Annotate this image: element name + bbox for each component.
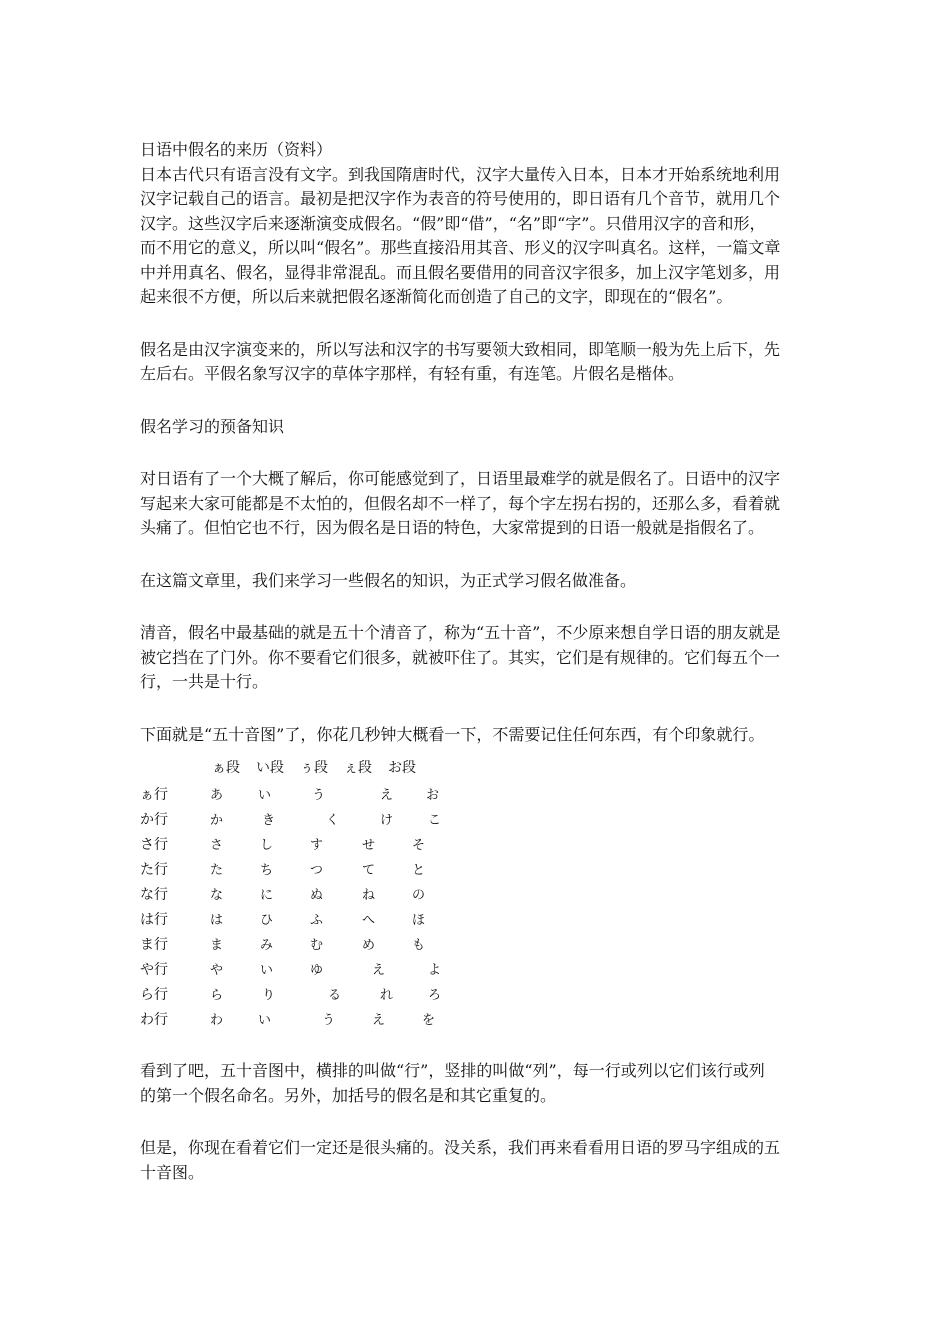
kana-cell: ゆ [310, 963, 324, 978]
text-line: 头痛了。但怕它也不行，因为假名是日语的特色，大家常提到的日语一般就是指假名了。 [140, 518, 765, 537]
kana-cell: み [260, 938, 274, 953]
paragraph-seion [140, 621, 812, 695]
text-line: 汉字记载自己的语言。最初是把汉字作为表音的符号使用的，即日语有几个音节，就用几个 [140, 189, 781, 208]
kana-cell: さ [210, 838, 224, 853]
kana-cell: へ [362, 913, 376, 928]
document-title: 日语中假名的来历（资料） [140, 140, 333, 159]
kana-cell: こ [428, 813, 442, 828]
row-label: さ行 [140, 837, 168, 853]
paragraph-explanation [140, 1059, 812, 1108]
kana-cell: け [380, 813, 394, 828]
kana-cell: は [210, 913, 224, 928]
gojuon-row [140, 809, 560, 834]
kana-cell: そ [412, 838, 426, 853]
kana-cell: す [310, 838, 324, 853]
gojuon-row [140, 934, 560, 959]
kana-cell: も [412, 938, 426, 953]
column-header: い段 [256, 760, 284, 776]
text-line: 的第一个假名命名。另外，加括号的假名是和其它重复的。 [140, 1085, 557, 1105]
document-page [140, 138, 812, 1185]
kana-cell: や [210, 963, 224, 978]
kana-cell: し [260, 838, 274, 853]
text-line: 看到了吧，五十音图中，横排的叫做“行”，竖排的叫做“列”，每一行或列以它们该行或列 [140, 1061, 765, 1080]
gojuon-row [140, 859, 560, 884]
kana-cell: に [260, 888, 274, 903]
gojuon-row [140, 784, 560, 809]
row-label: わ行 [140, 1012, 168, 1028]
kana-cell: を [422, 1013, 436, 1028]
paragraph-writing [140, 338, 812, 387]
column-header: ぇ段 [344, 760, 372, 776]
kana-cell: ら [210, 988, 224, 1003]
text-line: 起来很不方便，所以后来就把假名逐渐简化而创造了自己的文字，即现在的“假名”。 [140, 287, 733, 306]
gojuon-row [140, 909, 560, 934]
text-line: 对日语有了一个大概了解后，你可能感觉到了，日语里最难学的就是假名了。日语中的汉字 [140, 469, 781, 488]
kana-cell: せ [362, 838, 376, 853]
kana-cell: な [210, 888, 224, 903]
row-label: や行 [140, 962, 168, 978]
text-line: 中并用真名、假名，显得非常混乱。而且假名要借用的同音汉字很多，加上汉字笔划多，用 [140, 262, 781, 282]
gojuon-body [140, 784, 560, 1034]
kana-cell: り [262, 988, 276, 1003]
kana-cell: て [362, 863, 376, 878]
text-line: 汉字。这些汉字后来逐渐演变成假名。“假”即“借”，“名”即“字”。只借用汉字的音和形， [140, 213, 766, 233]
column-header: ぅ段 [300, 760, 328, 776]
gojuon-row [140, 959, 560, 984]
kana-cell: ろ [428, 988, 442, 1003]
kana-cell: ほ [412, 913, 426, 928]
row-label: た行 [140, 862, 168, 878]
kana-cell: ふ [310, 913, 324, 928]
gojuon-row [140, 984, 560, 1009]
text-line: 而不用它的意义，所以叫“假名”。那些直接沿用其音、形义的汉字叫真名。这样，一篇文章 [140, 238, 781, 257]
text-line: 行，一共是十行。 [140, 672, 269, 691]
text-line: 被它挡在了门外。你不要看它们很多，就被吓住了。其实，它们是有规律的。它们每五个一 [140, 647, 781, 667]
kana-cell: い [258, 1013, 272, 1028]
gojuon-row [140, 834, 560, 859]
kana-cell: ち [260, 863, 274, 878]
kana-cell: れ [380, 988, 394, 1003]
kana-cell: う [312, 788, 326, 803]
kana-cell: よ [428, 963, 442, 978]
gojuon-row [140, 1009, 560, 1034]
row-label: か行 [140, 812, 168, 828]
kana-cell: ね [362, 888, 376, 903]
row-label: な行 [140, 887, 168, 903]
kana-cell: ま [210, 938, 224, 953]
text-line: 日本古代只有语言没有文字。到我国隋唐时代，汉字大量传入日本，日本才开始系统地利用 [140, 164, 781, 184]
column-header: ぁ段 [212, 760, 240, 776]
text-line: 清音，假名中最基础的就是五十个清音了，称为“五十音”，不少原来想自学日语的朋友就是 [140, 623, 781, 642]
kana-cell: お [426, 788, 440, 803]
row-label: は行 [140, 912, 168, 928]
kana-cell: え [372, 1013, 386, 1028]
kana-cell: ひ [260, 913, 274, 928]
kana-cell: い [260, 963, 274, 978]
kana-cell: と [412, 863, 426, 878]
column-header: お段 [388, 760, 416, 776]
kana-cell: か [210, 813, 224, 828]
gojuon-table [140, 757, 560, 1034]
kana-cell: む [310, 938, 324, 953]
text-line: 下面就是“五十音图”了，你花几秒钟大概看一下，不需要记住任何东西，有个印象就行。 [140, 724, 765, 744]
kana-cell: い [258, 788, 272, 803]
paragraph-chart-intro [140, 723, 812, 748]
row-label: ら行 [140, 987, 168, 1003]
kana-cell: の [412, 888, 426, 903]
kana-cell: き [262, 813, 276, 828]
kana-cell: く [326, 813, 340, 828]
text-line: 写起来大家可能都是不太怕的，但假名却不一样了，每个字左拐右拐的，还那么多，看着就 [140, 493, 781, 513]
kana-cell: あ [210, 788, 224, 803]
kana-cell: た [210, 863, 224, 878]
kana-cell: わ [210, 1013, 224, 1028]
text-line: 假名是由汉字演变来的，所以写法和汉字的书写要领大致相同，即笔顺一般为先上后下，先 [140, 339, 781, 359]
kana-cell: め [362, 938, 376, 953]
section-subheading: 假名学习的预备知识 [140, 416, 285, 436]
text-line: 但是，你现在看着它们一定还是很头痛的。没关系，我们再来看看用日语的罗马字组成的五 [140, 1138, 781, 1157]
gojuon-header-row [140, 757, 560, 784]
kana-cell: う [322, 1013, 336, 1028]
kana-cell: つ [310, 863, 324, 878]
text-line: 十音图。 [140, 1162, 205, 1182]
text-line: 左后右。平假名象写汉字的草体字那样，有轻有重，有连笔。片假名是楷体。 [140, 364, 685, 383]
paragraph-romaji [140, 1136, 812, 1185]
row-label: ぁ行 [140, 787, 168, 803]
kana-cell: え [380, 788, 394, 803]
paragraph-origin [140, 163, 812, 310]
paragraph-intro [140, 467, 812, 541]
text-line: 在这篇文章里，我们来学习一些假名的知识，为正式学习假名做准备。 [140, 570, 637, 590]
kana-cell: え [372, 963, 386, 978]
row-label: ま行 [140, 937, 168, 953]
kana-cell: る [328, 988, 342, 1003]
kana-cell: ぬ [310, 888, 324, 903]
paragraph-purpose [140, 569, 812, 594]
gojuon-row [140, 884, 560, 909]
